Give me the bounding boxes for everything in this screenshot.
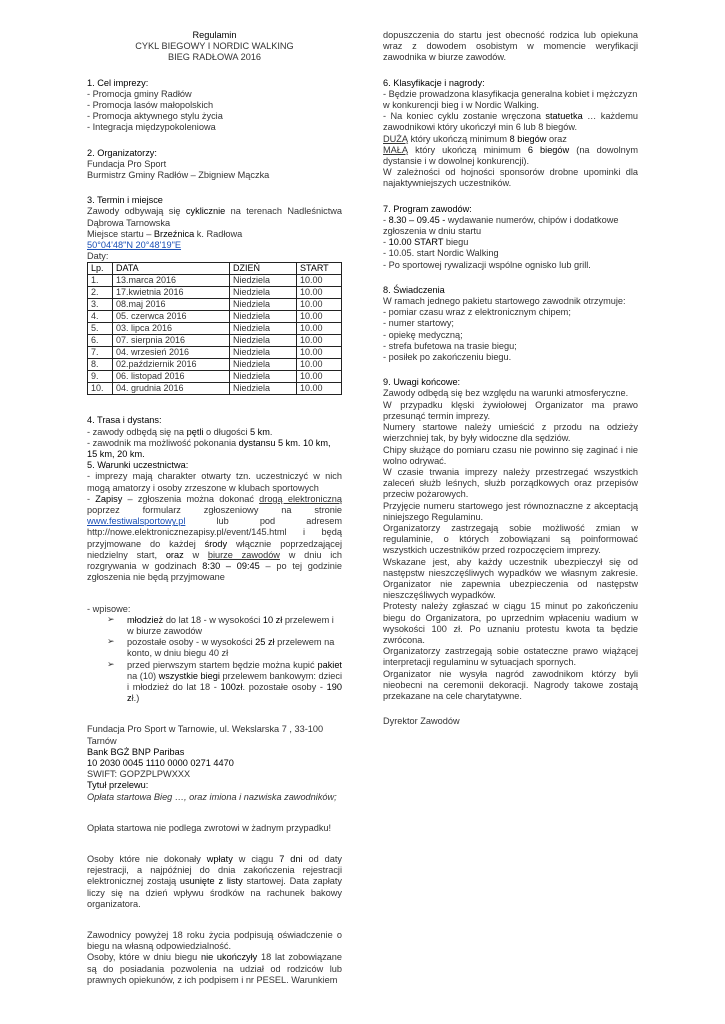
table-cell: 06. listopad 2016 <box>113 371 230 383</box>
section-title-trasa: 4. Trasa i dystans: <box>87 415 162 426</box>
table-cell: 9. <box>88 371 113 383</box>
klasyfikacja-p4: MAŁĄ który ukończą minimum 6 biegów (na dowolnym dystansie i w dowolnej konkurencji). <box>383 144 638 167</box>
table-cell: 3. <box>88 299 113 311</box>
refund-note: Opłata startowa nie podlega zwrotowi w żadnym przypadku! <box>87 822 332 833</box>
table-cell: 05. czerwca 2016 <box>113 311 230 323</box>
program-line: - Po sportowej rywalizacji wspólne ognisko lub grill. <box>383 259 591 270</box>
zapisy-text: - Zapisy – zgłoszenia można dokonać drogą elektroniczną poprzez formularz zgłoszeniowy na stronie www.festiwalsportowy.pl lub pod adresem http://nowe.elektronicznezapisy.pl/event/145.html i będą przyjmowane do każdej środy włącznie poprzedzającej niedzielny start, oraz w biurze zawodów w dniu ich rozgrywania w godzinach 8:30 – 09:45 – po tej godzinie zgłoszenia nie będą przyjmowane <box>87 493 343 583</box>
uwagi-para: Organizatorzy zastrzegają sobie możliwość zmian w regulaminie, o których zobowiązani są poinformować wszystkich uczestników przed rozpoczęciem imprezy. <box>383 522 638 556</box>
klasyfikacja-p2: - Na koniec cyklu zostanie wręczona statuetka … każdemu zawodnikowi który ukończył min 6 lub 8 biegów. <box>383 111 639 133</box>
th-lp: Lp. <box>88 263 113 275</box>
section-title-klasyfikacje: 6. Klasyfikacje i nagrody: <box>383 77 485 88</box>
section-title-program: 7. Program zawodów: <box>383 203 472 214</box>
bank-account: 10 2030 0045 1110 0000 0271 4470 <box>87 757 234 768</box>
table-cell: Niedziela <box>230 287 297 299</box>
trasa-line: - zawody odbędą się na pętli o długości 5 km. <box>87 426 273 437</box>
festiwal-link[interactable]: www.festiwalsportowy.pl <box>87 516 186 527</box>
section-title-swiadczenia: 8. Świadczenia <box>383 284 445 295</box>
table-cell: 07. sierpnia 2016 <box>113 335 230 347</box>
uwagi-para: W przypadku klęski żywiołowej Organizator ma prawo przesunąć termin imprezy. <box>383 399 638 421</box>
payment-note: Osoby które nie dokonały wpłaty w ciągu 7 dni od daty rejestracji, a najpóźniej do dnia zakończenia rejestracji elektronicznej zostają usunięte z listy startowej. Data zapłaty liczy się na dzień wpływu środków na rachunek bakowy organizatora. <box>87 853 342 909</box>
swiadczenia-item: - opiekę medyczną; <box>383 329 463 340</box>
klasyfikacja-p1: - Będzie prowadzona klasyfikacja generalna kobiet i mężczyzn w konkurencji bieg i w Nordic Walking. <box>383 88 638 111</box>
table-cell: 03. lipca 2016 <box>113 323 230 335</box>
table-row <box>88 287 342 299</box>
table-cell: Niedziela <box>230 371 297 383</box>
klasyfikacja-p3: DUŻĄ który ukończą minimum 8 biegów oraz <box>383 133 567 144</box>
section-title-cel: 1. Cel imprezy: <box>87 77 149 88</box>
right-column <box>383 30 638 727</box>
table-cell: 04. wrzesień 2016 <box>113 347 230 359</box>
left-column <box>87 30 342 986</box>
transfer-title-value: Opłata startowa Bieg …, oraz imiona i nazwiska zawodników; <box>87 791 337 802</box>
swiadczenia-intro: W ramach jednego pakietu startowego zawodnik otrzymuje: <box>383 296 626 307</box>
swiadczenia-item: - pomiar czasu wraz z elektronicznym chipem; <box>383 307 571 318</box>
table-row <box>88 323 342 335</box>
transfer-title-label: Tytuł przelewu: <box>87 780 149 791</box>
table-cell: 10.00 <box>297 323 342 335</box>
table-cell: 10.00 <box>297 347 342 359</box>
table-cell: 5. <box>88 323 113 335</box>
table-cell: Niedziela <box>230 311 297 323</box>
table-cell: 08.maj 2016 <box>113 299 230 311</box>
uwagi-para: Organizatorzy zastrzegają sobie ostateczne prawo wiążącej interpretacji regulaminu w sytuacjach spornych. <box>383 646 638 668</box>
table-cell: 8. <box>88 359 113 371</box>
table-cell: Niedziela <box>230 299 297 311</box>
table-cell: 17.kwietnia 2016 <box>113 287 230 299</box>
table-cell: 02.październik 2016 <box>113 359 230 371</box>
th-dzien: DZIEŃ <box>230 263 297 275</box>
coords-link[interactable]: 50°04'48"N 20°48'19"E <box>87 240 182 251</box>
organizer-line: Fundacja Pro Sport <box>87 158 167 169</box>
uwagi-para: Przyjęcie numeru startowego jest równoznaczne z akceptacją niniejszego Regulaminu. <box>383 500 638 522</box>
dystans-line: - zawodnik ma możliwość pokonania dystansu 5 km. 10 km, 15 km, 20 km. <box>87 437 331 460</box>
swiadczenia-item: - numer startowy; <box>383 318 454 329</box>
table-cell: 10. <box>88 383 113 395</box>
table-cell: Niedziela <box>230 275 297 287</box>
table-row <box>88 383 342 395</box>
signature: Dyrektor Zawodów <box>383 716 460 727</box>
table-cell: 10.00 <box>297 299 342 311</box>
table-cell: 10.00 <box>297 287 342 299</box>
table-cell: 4. <box>88 311 113 323</box>
program-line: - 10.00 START biegu <box>383 237 469 248</box>
termin-text: Zawody odbywają się cyklicznie na terenach Nadleśnictwa Dąbrowa Tarnowska <box>87 206 342 228</box>
bank-swift: SWIFT: GOPZPLPWXXX <box>87 769 191 780</box>
dates-label: Daty: <box>87 251 109 262</box>
swiadczenia-item: - posiłek po zakończeniu biegu. <box>383 352 512 363</box>
table-cell: 13.marca 2016 <box>113 275 230 287</box>
wpisowe-label: - wpisowe: <box>87 603 131 614</box>
table-cell: 10.00 <box>297 335 342 347</box>
table-row <box>88 347 342 359</box>
table-cell: Niedziela <box>230 359 297 371</box>
doc-title: Regulamin <box>192 30 237 40</box>
section-title-termin: 3. Termin i miejsce <box>87 195 163 206</box>
table-header-row <box>88 263 342 275</box>
uwagi-para: Wskazane jest, aby każdy uczestnik ubezpieczył się od następstw nieszczęśliwych wypadków we własnym zakresie. Organizator nie zapewnia ubezpieczenia od następstw nieszczęśliwych wypadków. <box>383 556 638 601</box>
uwagi-para: Zawody odbędą się bez względu na warunki atmosferyczne. <box>383 388 629 399</box>
table-cell: Niedziela <box>230 383 297 395</box>
cel-item: - Promocja lasów małopolskich <box>87 100 214 111</box>
organizer-line: Burmistrz Gminy Radłów – Zbigniew Mączka <box>87 170 270 181</box>
fee-item: ➢ pozostałe osoby - w wysokości 25 zł przelewem na konto, w dniu biegu 40 zł <box>107 637 342 659</box>
adult-note: Zawodnicy powyżej 18 roku życia podpisują oświadczenie o biegu na własną odpowiedzialność. <box>87 929 342 952</box>
table-cell: Niedziela <box>230 335 297 347</box>
klasyfikacja-p5: W zależności od hojności sponsorów drobne upominki dla najaktywniejszych uczestników. <box>383 167 638 189</box>
table-cell: 2. <box>88 287 113 299</box>
fees-list <box>87 615 342 705</box>
table-cell: Niedziela <box>230 347 297 359</box>
cel-item: - Promocja gminy Radłów <box>87 88 192 99</box>
table-row <box>88 335 342 347</box>
cel-item: - Integracja międzypokoleniowa <box>87 122 216 133</box>
uwagi-para: Numery startowe należy umieścić z przodu na odzieży wierzchniej tak, by były widoczne dla sędziów. <box>383 422 638 444</box>
dates-table <box>87 262 342 395</box>
section-title-uwagi: 9. Uwagi końcowe: <box>383 377 461 388</box>
program-line: - 10.05. start Nordic Walking <box>383 248 499 259</box>
cel-item: - Promocja aktywnego stylu życia <box>87 111 223 122</box>
warunki-text: - imprezy mają charakter otwarty tzn. uczestniczyć w nich mogą amatorzy i osoby zrzeszone w klubach sportowych <box>87 471 342 493</box>
start-place: Miejsce startu – Brzeźnica k. Radłowa <box>87 228 243 239</box>
swiadczenia-item: - strefa bufetowa na trasie biegu; <box>383 340 517 351</box>
table-cell: 10.00 <box>297 359 342 371</box>
section-title-warunki: 5. Warunki uczestnictwa: <box>87 460 189 471</box>
minor-note: Osoby, które w dniu biegu nie ukończyły 18 lat zobowiązane są do posiadania pozwolenia na udział od rodziców lub prawnych opiekunów, z ich podpisem i nr PESEL. Warunkiem <box>87 952 342 985</box>
table-cell: 7. <box>88 347 113 359</box>
table-cell: 10.00 <box>297 311 342 323</box>
doc-subtitle: CYKL BIEGOWY I NORDIC WALKING <box>135 41 294 52</box>
fee-item: ➢ młodzież do lat 18 - w wysokości 10 zł przelewem i w biurze zawodów <box>107 615 342 637</box>
table-row <box>88 371 342 383</box>
program-line: - 8.30 – 09.45 - wydawanie numerów, chipów i dodatkowe zgłoszenia w dniu startu <box>383 214 619 237</box>
table-row <box>88 299 342 311</box>
table-cell: 6. <box>88 335 113 347</box>
uwagi-para: W czasie trwania imprezy należy przestrzegać wszystkich zaleceń służb leśnych, służb porządkowych oraz przepisów przeciw pożarowych. <box>383 466 638 500</box>
bank-address: Fundacja Pro Sport w Tarnowie, ul. Wekslarska 7 , 33-100 Tarnów <box>87 724 324 746</box>
table-cell: 1. <box>88 275 113 287</box>
table-row <box>88 311 342 323</box>
table-cell: 10.00 <box>297 275 342 287</box>
th-start: START <box>297 263 342 275</box>
table-row <box>88 275 342 287</box>
uwagi-para: Protesty należy zgłaszać w ciągu 15 minut po zakończeniu biegu do Organizatora, po uprzednim wpłaceniu wadium w wysokości 100 zł. Po uznaniu protestu kwota ta będzie zwrócona. <box>383 601 638 645</box>
section-title-organizatorzy: 2. Organizatorzy: <box>87 147 157 158</box>
bank-name: Bank BGŻ BNP Paribas <box>87 746 185 757</box>
uwagi-para: Chipy służące do pomiaru czasu nie powinno się zaginać i nie wolno odrywać. <box>383 444 638 466</box>
doc-subtitle-2: BIEG RADŁOWA 2016 <box>167 52 262 63</box>
continuation-text: dopuszczenia do startu jest obecność rodzica lub opiekuna wraz z dowodem osobistym w momencie weryfikacji zawodnika w biurze zawodów. <box>383 30 638 63</box>
table-cell: 10.00 <box>297 383 342 395</box>
table-cell: 10.00 <box>297 371 342 383</box>
table-cell: 04. grudnia 2016 <box>113 383 230 395</box>
table-cell: Niedziela <box>230 323 297 335</box>
uwagi-para: Organizator nie wysyła nagród zawodnikom którzy byli nieobecni na ceremonii dekoracji. Nagrody takowe zostają przekazane na cele charytatywne. <box>383 668 638 701</box>
table-row <box>88 359 342 371</box>
fee-item: ➢ przed pierwszym startem będzie można kupić pakiet na (10) wszystkie biegi przelewem bankowym: dzieci i młodzież do lat 18 - 100zł. pozostałe osoby - 190 zł.) <box>107 660 342 705</box>
th-data: DATA <box>113 263 230 275</box>
